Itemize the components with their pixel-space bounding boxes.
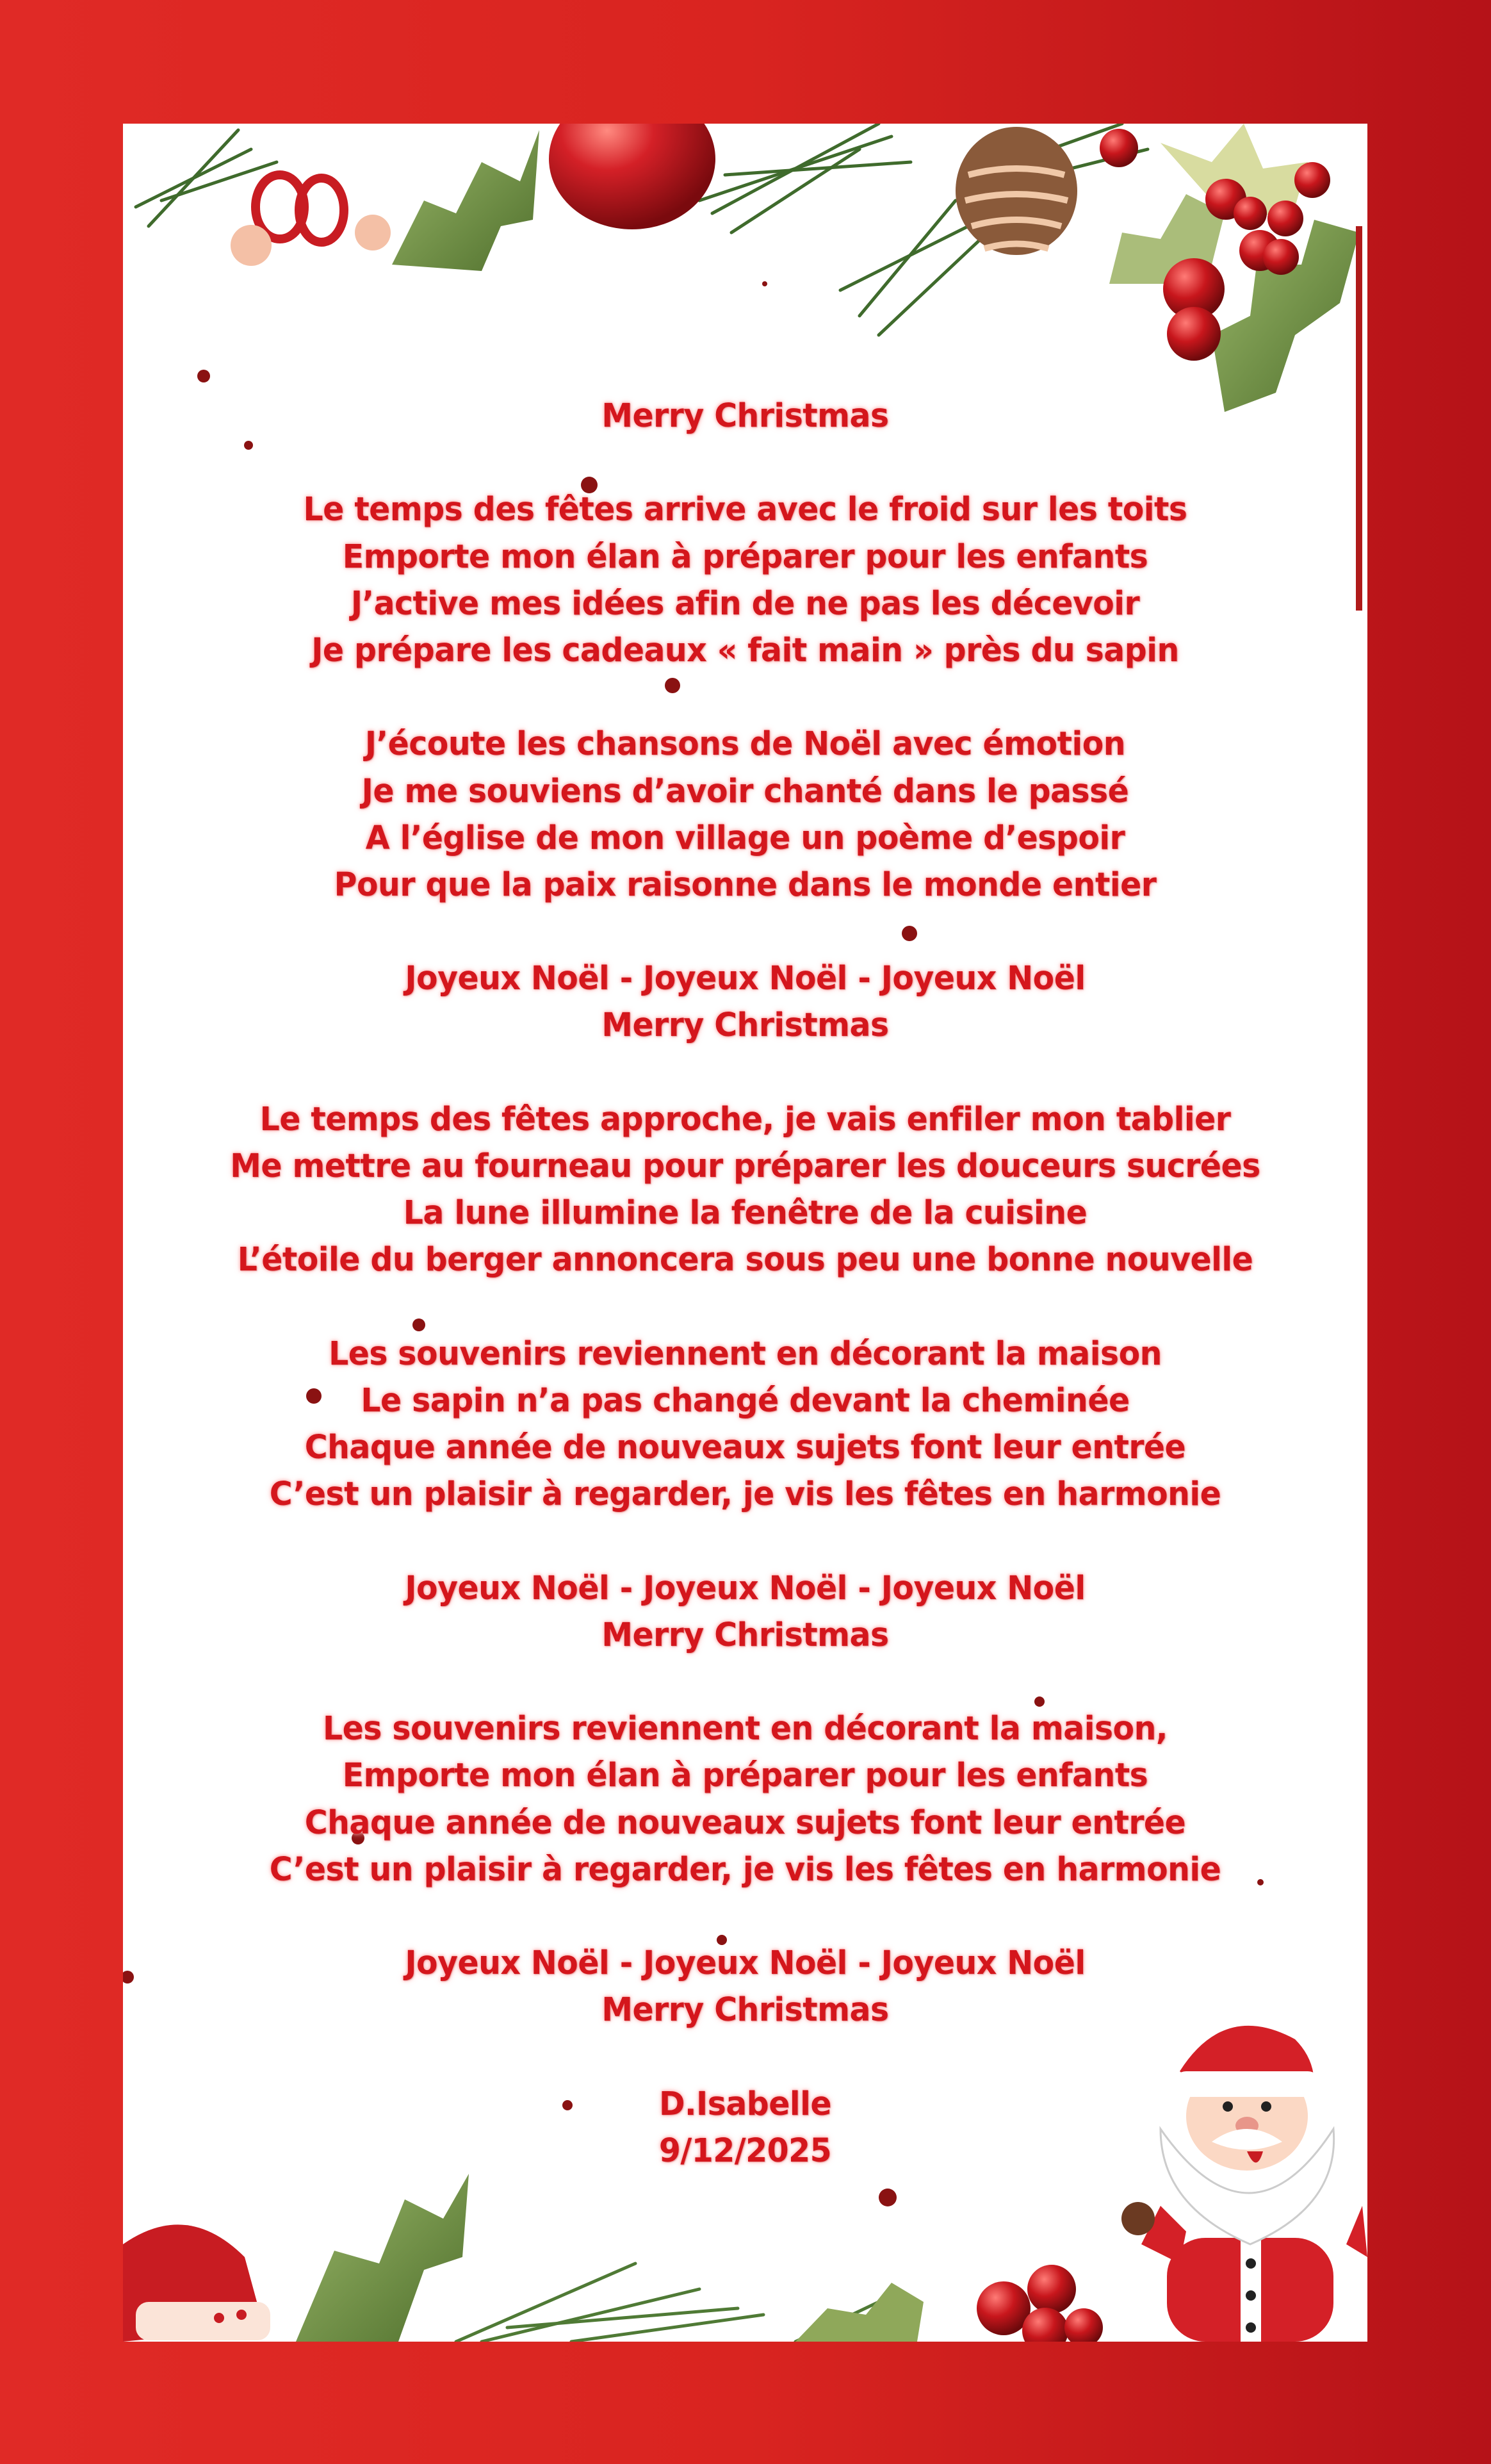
chorus-line: Joyeux Noël - Joyeux Noël - Joyeux Noël [405, 960, 1086, 998]
chorus-line: Merry Christmas [601, 1991, 889, 2030]
poem-line: Les souvenirs reviennent en décorant la maison [329, 1335, 1162, 1373]
poem-line: L’étoile du berger annoncera sous peu une bonne nouvelle [237, 1241, 1253, 1279]
poem-title: Merry Christmas [601, 397, 889, 435]
poem-line: C’est un plaisir à regarder, je vis les fêtes en harmonie [269, 1475, 1221, 1514]
poem-line: Chaque année de nouveaux sujets font leur entrée [304, 1429, 1186, 1467]
poem-line: Le sapin n’a pas changé devant la cheminée [361, 1381, 1130, 1420]
red-berry-icon [977, 2265, 1103, 2342]
poem-line: Chaque année de nouveaux sujets font leur entrée [304, 1803, 1186, 1842]
ornament-ball-icon [231, 225, 272, 266]
ornament-ball-icon [549, 124, 715, 229]
ornament-ball-icon [355, 215, 391, 251]
holly-leaf-icon [392, 130, 539, 271]
pine-cone-icon [956, 127, 1077, 255]
poem [123, 393, 1367, 2174]
chorus-line: Merry Christmas [601, 1616, 889, 1654]
poem-line: Je prépare les cadeaux « fait main » près du sapin [311, 631, 1179, 669]
poem-line: Les souvenirs reviennent en décorant la maison, [323, 1710, 1168, 1748]
chorus-line: Joyeux Noël - Joyeux Noël - Joyeux Noël [405, 1944, 1086, 1983]
poem-line: A l’église de mon village un poème d’espoir [365, 819, 1125, 857]
poem-date: 9/12/2025 [658, 2131, 832, 2170]
poem-line: La lune illumine la fenêtre de la cuisine [403, 1194, 1088, 1233]
poem-line: Emporte mon élan à préparer pour les enfants [342, 538, 1148, 576]
ornament-ring-icon [256, 175, 344, 242]
chorus-line: Merry Christmas [601, 1006, 889, 1045]
author-signature: D.Isabelle [658, 2085, 832, 2123]
santa-hat-icon [123, 2224, 270, 2342]
poem-line: C’est un plaisir à regarder, je vis les fêtes en harmonie [269, 1850, 1221, 1889]
christmas-card [123, 124, 1367, 2342]
poem-line: J’active mes idées afin de ne pas les décevoir [350, 584, 1140, 623]
chorus-line: Joyeux Noël - Joyeux Noël - Joyeux Noël [405, 1569, 1086, 1607]
poem-line: Pour que la paix raisonne dans le monde entier [334, 866, 1157, 904]
poem-line: Le temps des fêtes approche, je vais enfiler mon tablier [259, 1100, 1231, 1138]
poem-line: J’écoute les chansons de Noël avec émotion [364, 725, 1126, 764]
poem-line: Je me souviens d’avoir chanté dans le passé [361, 772, 1129, 810]
poem-line: Le temps des fêtes arrive avec le froid sur les toits [303, 491, 1187, 529]
poem-line: Me mettre au fourneau pour préparer les douceurs sucrées [230, 1147, 1260, 1185]
poem-line: Emporte mon élan à préparer pour les enfants [342, 1757, 1148, 1795]
holly-leaf-icon [296, 2174, 469, 2342]
